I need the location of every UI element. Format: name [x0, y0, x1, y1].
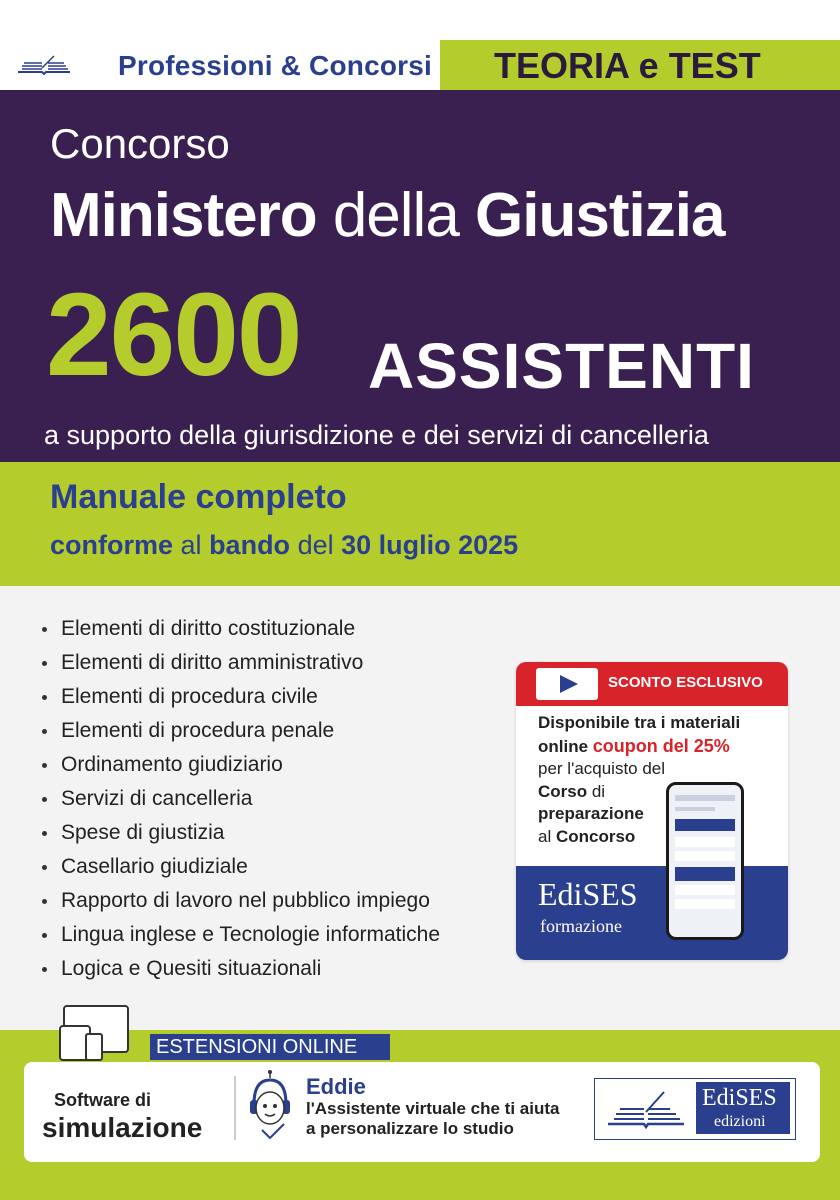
concorso-label: Concorso	[50, 120, 230, 167]
list-item: Lingua inglese e Tecnologie informatiche	[42, 918, 440, 952]
positions-number: 2600	[46, 269, 301, 401]
series-name: Professioni & Concorsi	[118, 50, 433, 81]
discount-card	[516, 662, 788, 960]
open-book-icon	[604, 1086, 688, 1130]
bullet-icon	[42, 661, 47, 666]
list-item: Elementi di procedura penale	[42, 714, 440, 748]
topics-list	[42, 612, 440, 986]
manual-title: Manuale completo	[50, 478, 347, 516]
discount-badge: SCONTO ESCLUSIVO	[608, 674, 763, 691]
bullet-icon	[42, 967, 47, 972]
eddie-description: l'Assistente virtuale che ti aiuta a personalizzare lo studio	[306, 1099, 560, 1138]
role-title: ASSISTENTI	[368, 330, 755, 402]
bullet-icon	[42, 763, 47, 768]
manual-conformity: conforme al bando del 30 luglio 2025	[50, 530, 519, 560]
teoria-test-label: TEORIA e TEST	[494, 45, 761, 86]
role-subtitle: a supporto della giurisdizione e dei servizi di cancelleria	[44, 420, 709, 450]
publisher-sub: edizioni	[714, 1113, 766, 1130]
edises-formazione-logo: EdiSES	[538, 876, 638, 912]
list-item: Casellario giudiziale	[42, 850, 440, 884]
play-button-icon	[536, 668, 598, 700]
top-strip	[0, 0, 840, 40]
devices-icon	[58, 1004, 138, 1062]
eddie-assistant-icon	[244, 1070, 296, 1142]
bullet-icon	[42, 933, 47, 938]
ministero-title: Ministero della Giustizia	[50, 181, 725, 250]
list-item: Elementi di diritto costituzionale	[42, 612, 440, 646]
simulation-label: simulazione	[42, 1112, 203, 1143]
list-item: Elementi di diritto amministrativo	[42, 646, 440, 680]
formazione-label: formazione	[540, 916, 622, 936]
list-item: Ordinamento giudiziario	[42, 748, 440, 782]
bullet-icon	[42, 729, 47, 734]
publisher-name: EdiSES	[702, 1085, 777, 1111]
bullet-icon	[42, 831, 47, 836]
divider	[234, 1076, 236, 1140]
extensions-label: ESTENSIONI ONLINE	[156, 1036, 358, 1058]
bullet-icon	[42, 797, 47, 802]
list-item: Spese di giustizia	[42, 816, 440, 850]
bullet-icon	[42, 695, 47, 700]
list-item: Logica e Quesiti situazionali	[42, 952, 440, 986]
list-item: Servizi di cancelleria	[42, 782, 440, 816]
list-item: Rapporto di lavoro nel pubblico impiego	[42, 884, 440, 918]
book-logo-icon	[14, 54, 74, 76]
phone-icon	[666, 782, 744, 940]
eddie-title: Eddie	[306, 1074, 366, 1099]
software-label: Software di	[54, 1090, 152, 1110]
bullet-icon	[42, 627, 47, 632]
list-item: Elementi di procedura civile	[42, 680, 440, 714]
bullet-icon	[42, 865, 47, 870]
bullet-icon	[42, 899, 47, 904]
discount-text: Disponibile tra i materiali online coupon del 25% per l'acquisto del Corso di preparazione al Concorso	[538, 713, 741, 846]
